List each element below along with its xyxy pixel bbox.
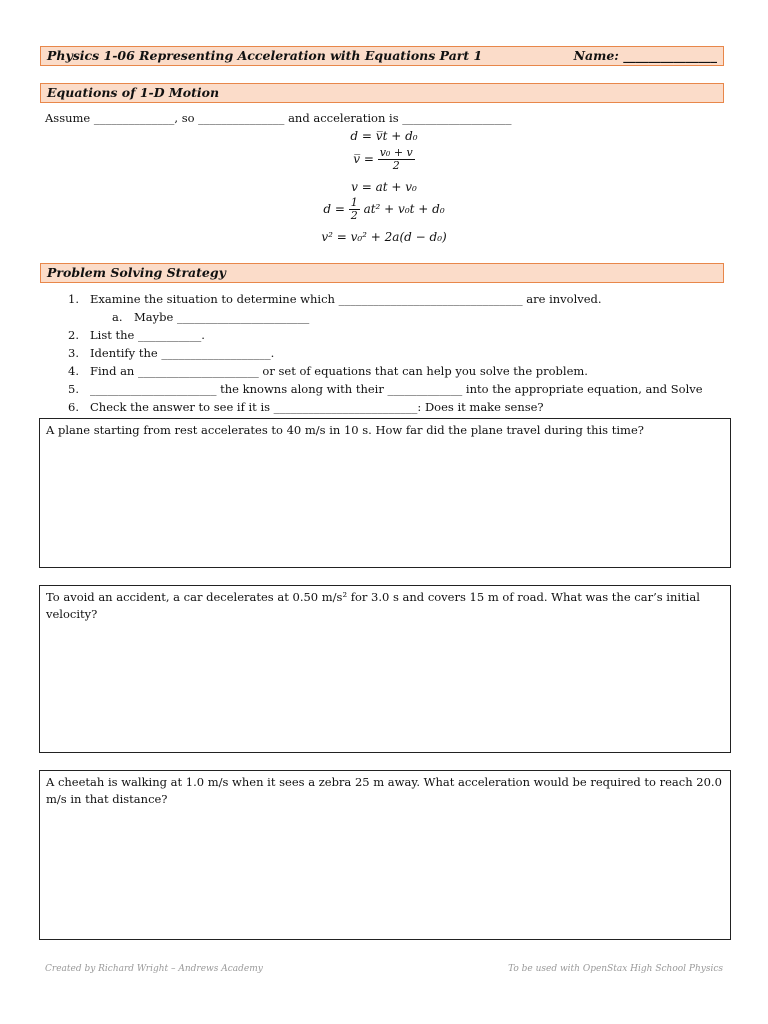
problem-text: A cheetah is walking at 1.0 m/s when it sees a zebra 25 m away. What acceleration would be required to reach 20.0 m/s in that distance?	[46, 775, 722, 806]
step-number: 2.	[68, 328, 79, 342]
list-item	[68, 308, 703, 326]
equation-2-left: v̅ =	[353, 152, 374, 166]
step-text: Check the answer to see if it is _________________________: Does it make sense?	[90, 400, 544, 414]
title-bar	[40, 46, 724, 66]
footer-credit: Created by Richard Wright – Andrews Academy	[45, 964, 263, 974]
list-item	[68, 344, 703, 362]
equation-4-fraction	[349, 197, 360, 222]
equation-4	[0, 197, 768, 222]
fraction-numerator: v₀ + v	[379, 146, 413, 159]
section-heading-strategy	[40, 263, 724, 283]
list-item	[68, 380, 703, 398]
equation-2	[0, 147, 768, 172]
step-number: a.	[112, 310, 123, 324]
list-item	[68, 398, 703, 416]
section-heading-equations	[40, 83, 724, 103]
problem-box-3[interactable]	[39, 770, 731, 940]
section-title: Problem Solving Strategy	[47, 265, 226, 280]
worksheet-title: Physics 1-06 Representing Acceleration with Equations Part 1	[47, 48, 483, 63]
problem-box-1[interactable]	[39, 418, 731, 568]
step-text: Find an _____________________ or set of equations that can help you solve the problem.	[90, 364, 588, 378]
fraction-denominator: 2	[392, 159, 400, 172]
list-item	[68, 326, 703, 344]
step-number: 1.	[68, 292, 79, 306]
step-number: 6.	[68, 400, 79, 414]
step-text: Maybe _______________________	[134, 310, 310, 324]
problem-text: To avoid an accident, a car decelerates at 0.50 m/s² for 3.0 s and covers 15 m of road. What was the car’s initial velocity?	[46, 590, 700, 621]
equation-1: d = v̅t + d₀	[350, 129, 418, 143]
name-label: Name: _______________	[573, 48, 717, 63]
equation-4-right: at² + v₀t + d₀	[363, 202, 445, 216]
section-title: Equations of 1-D Motion	[47, 85, 220, 100]
step-text: Examine the situation to determine which ________________________________ are involved.	[90, 292, 602, 306]
step-text: ______________________ the knowns along with their _____________ into the appropriate equation, and Solve	[90, 382, 703, 396]
equation-5: v² = v₀² + 2a(d − d₀)	[321, 230, 447, 244]
fraction-numerator: 1	[350, 196, 358, 209]
problem-box-2[interactable]	[39, 585, 731, 753]
list-item	[68, 362, 703, 380]
footer-source: To be used with OpenStax High School Physics	[508, 964, 723, 974]
list-item	[68, 290, 703, 308]
fraction-denominator: 2	[350, 209, 358, 222]
equation-3: v = at + v₀	[351, 180, 417, 194]
problem-text: A plane starting from rest accelerates to 40 m/s in 10 s. How far did the plane travel during this time?	[46, 423, 644, 437]
equation-2-fraction	[378, 147, 415, 172]
strategy-steps	[68, 290, 703, 416]
step-text: List the ___________.	[90, 328, 205, 342]
equation-4-left: d =	[323, 202, 345, 216]
step-text: Identify the ___________________.	[90, 346, 275, 360]
step-number: 5.	[68, 382, 79, 396]
step-number: 4.	[68, 364, 79, 378]
assume-line: Assume ______________, so _______________ and acceleration is ___________________	[45, 111, 512, 125]
step-number: 3.	[68, 346, 79, 360]
